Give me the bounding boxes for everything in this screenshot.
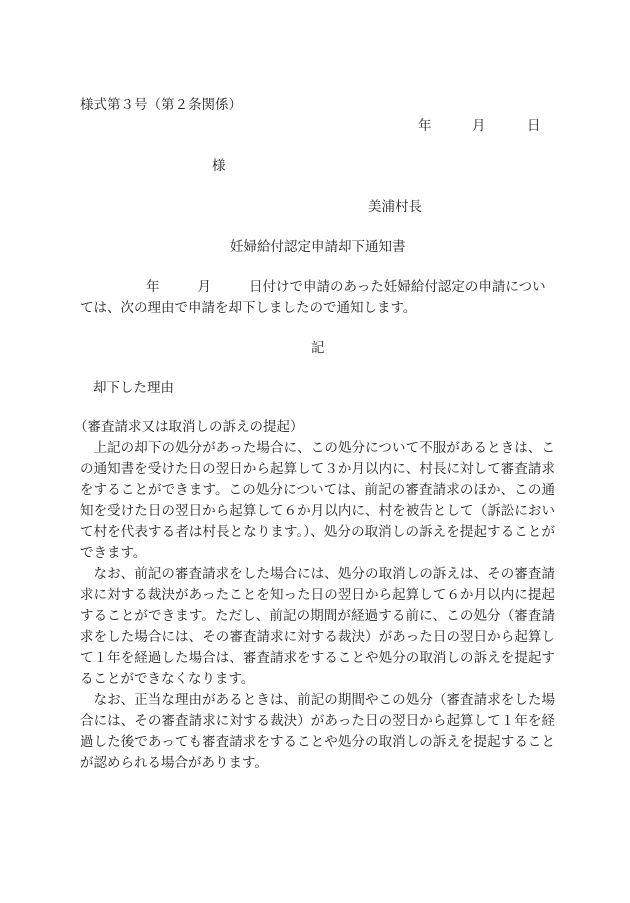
appeal-heading: （審査請求又は取消しの訴えの提起）: [74, 419, 304, 435]
date-line: [418, 116, 541, 136]
document-title: 妊婦給付認定申請却下通知書: [230, 239, 406, 255]
ki-heading: 記: [311, 340, 325, 356]
intro-month-label: 月: [197, 279, 211, 295]
reason-label: 却下した理由: [93, 380, 174, 396]
date-year-label: 年: [418, 118, 432, 134]
appeal-paragraph: なお、正当な理由があるときは、前記の期間やこの処分（審査請求をした場合には、その審査請求に対する裁決）があった日の翌日から起算して１年を経過した後であっても審査請求をすることや処分の取消しの訴えを提起することが認められる場合があります。: [80, 692, 555, 771]
date-month-label: 月: [472, 118, 486, 134]
issuer: 美浦村長: [368, 199, 422, 215]
appeal-paragraph: 上記の却下の処分があった場合に、この処分について不服があるときは、この通知書を受けた日の翌日から起算して３か月以内に、村長に対して審査請求をすることができます。この処分については、前記の審査請求のほか、この通知を受けた日の翌日から起算して６か月以内に、村を被告として（訴訟において村を代表する者は村長となります。）、処分の取消しの訴えを提起することができます。: [80, 440, 555, 561]
intro-paragraph: [80, 277, 555, 319]
intro-year-label: 年: [146, 279, 160, 295]
date-day-label: 日: [527, 118, 541, 134]
appeal-paragraph: なお、前記の審査請求をした場合には、処分の取消しの訴えは、その審査請求に対する裁決があったことを知った日の翌日から起算して６か月以内に提起することができます。ただし、前記の期間が経過する前に、この処分（審査請求をした場合には、その審査請求に対する裁決）があった日の翌日から起算して１年を経過した場合は、審査請求をすることや処分の取消しの訴えを提起することができなくなります。: [80, 566, 555, 687]
addressee-suffix: 様: [212, 158, 226, 174]
form-number: 様式第３号（第２条関係）: [80, 97, 242, 113]
intro-text: 日付けで申請のあった妊婦給付認定の申請については、次の理由で申請を却下しましたので通知します。: [80, 279, 546, 316]
appeal-notice: [74, 417, 555, 774]
